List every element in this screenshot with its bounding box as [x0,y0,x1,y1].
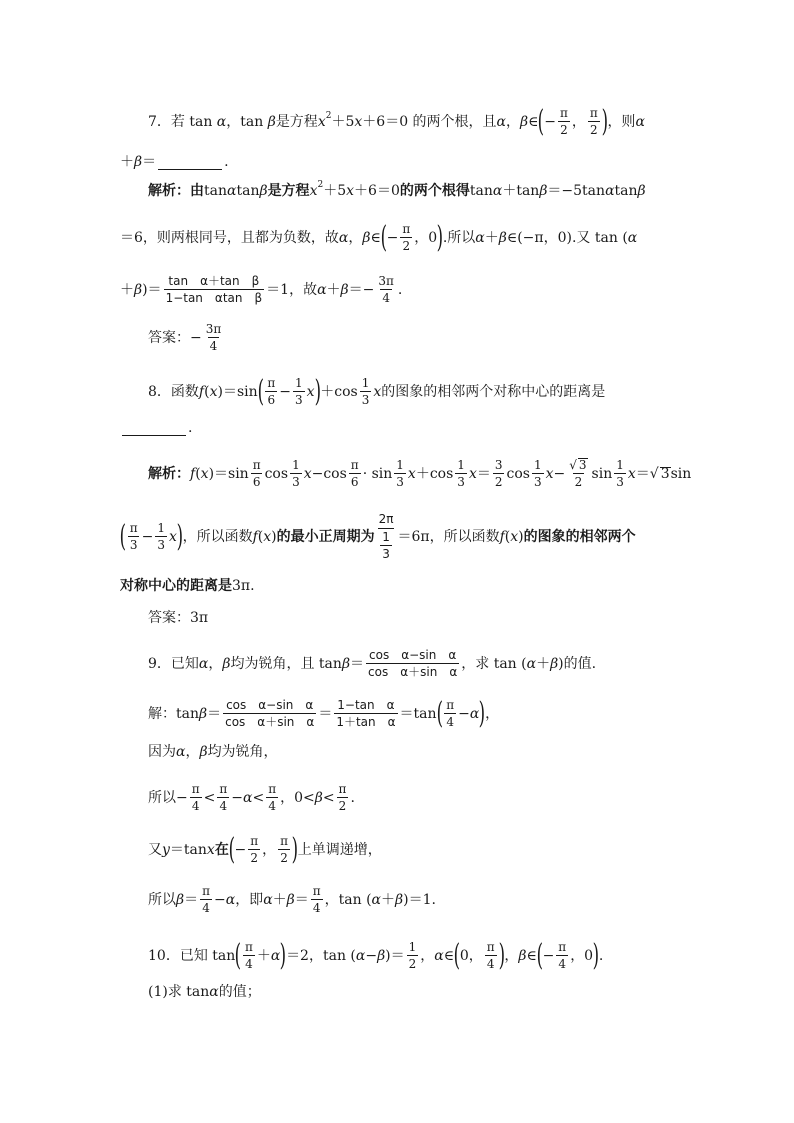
problem-8-solution-line1: 解析： f ( x )＝sin $\frac{\pi}{6}$ cos $\frac{1}{3}$ x −cos $\frac{\pi}{6}$ · sin $\frac{1}{3}$ x ＋cos $\frac{1}{3}$ x ＝ $\frac{3}{2}$ cos $\frac{1}{3}$ x − $\frac{√ 3}{2}$ sin $\frac{1}{3}$ x ＝√ 3 sin [148,458,692,489]
answer-blank [158,155,222,170]
problem-10-question: 10．已知 tan ( $\frac{\pi}{4}$ ＋ α ) ＝2，tan ( α − β )＝ $\frac{1}{2}$ ， α ∈ ( 0， $\frac{\pi}{4}$ ) ， β ∈ ( − $\frac{\pi}{4}$ ，0 ) . [148,937,604,973]
problem-7-question-line1: 7．若 tan α ，tan β 是方程 x 2 ＋5 x ＋6＝0 的两个根，且 α ， β ∈ ( − $\frac{\pi}{2}$ ， $\frac{\pi}{2}$ ) ，则 α [148,103,645,139]
problem-8-solution-line3: 对称中心的距离是 3π. [120,578,255,594]
problem-7-question-line2: ＋ β ＝ . [120,154,229,170]
problem-7-solution-line2: ＝6，则两根同号，且都为负数，故 α ， β ∈ ( − $\frac{\pi}{2}$ ，0 ) .所以 α ＋ β ∈(−π，0).又 tan ( α [120,219,638,255]
problem-9-question: 9．已知 α ， β 均为锐角，且 tan β ＝ $\frac{\text{cos α−sin α}}{\text{cos α＋sin α}}$ ，求 tan ( α ＋ β )的值. [148,648,597,679]
problem-7-answer: 答案：− $\frac{3\pi}{4}$ [148,322,222,353]
problem-8-question-line1: 8．函数 f ( x )＝sin ( $\frac{\pi}{6}$ − $\frac{1}{3}$ x ) ＋cos $\frac{1}{3}$ x 的图象的相邻两个对称中心的距离是 [148,373,606,409]
answer-blank [122,421,186,436]
problem-9-step1: 解：tan β ＝ $\frac{\text{cos α−sin α}}{\text{cos α＋sin α}}$ ＝ $\frac{\text{1−tan α}}{\text{1＋tan α}}$ ＝tan ( $\frac{\pi}{4}$ − α ) ， [148,695,500,731]
problem-10-part1: (1)求 tan α 的值； [148,984,261,1000]
problem-8-answer: 答案：3π [148,610,209,626]
problem-9-step3: 所以− $\frac{\pi}{4}$ < $\frac{\pi}{4}$ − α < $\frac{\pi}{4}$ ，0< β < $\frac{\pi}{2}$ . [148,782,355,813]
problem-8-question-line2: . [120,418,192,438]
problem-7-solution-line3: ＋ β )＝ $\frac{\text{tan α＋tan β}}{\text{1−tan αtan β}}$ ＝1，故 α ＋ β ＝− $\frac{3\pi}{4}$ . [120,274,403,305]
problem-8-solution-line2: ( $\frac{\pi}{3}$ − $\frac{1}{3}$ x ) ，所以函数 f ( x ) 的最小正周期为 $\frac{2\pi}{\frac{1}{3}}$ ＝6π，所以函数 f ( x ) 的图象的相邻两个 [119,512,636,561]
problem-9-step2: 因为 α ， β 均为锐角， [148,744,278,760]
problem-9-step4: 又 y ＝tan x 在 ( − $\frac{\pi}{2}$ ， $\frac{\pi}{2}$ ) 上单调递增， [148,831,382,867]
problem-7-solution-line1: 解析：由 tan α tan β 是方程 x 2 ＋5 x ＋6＝0 的两个根得 tan α ＋tan β ＝−5tan α tan β [148,180,646,199]
problem-9-step5: 所以 β ＝ $\frac{\pi}{4}$ − α ，即 α ＋ β ＝ $\frac{\pi}{4}$ ，tan ( α ＋ β )＝1. [148,884,436,915]
